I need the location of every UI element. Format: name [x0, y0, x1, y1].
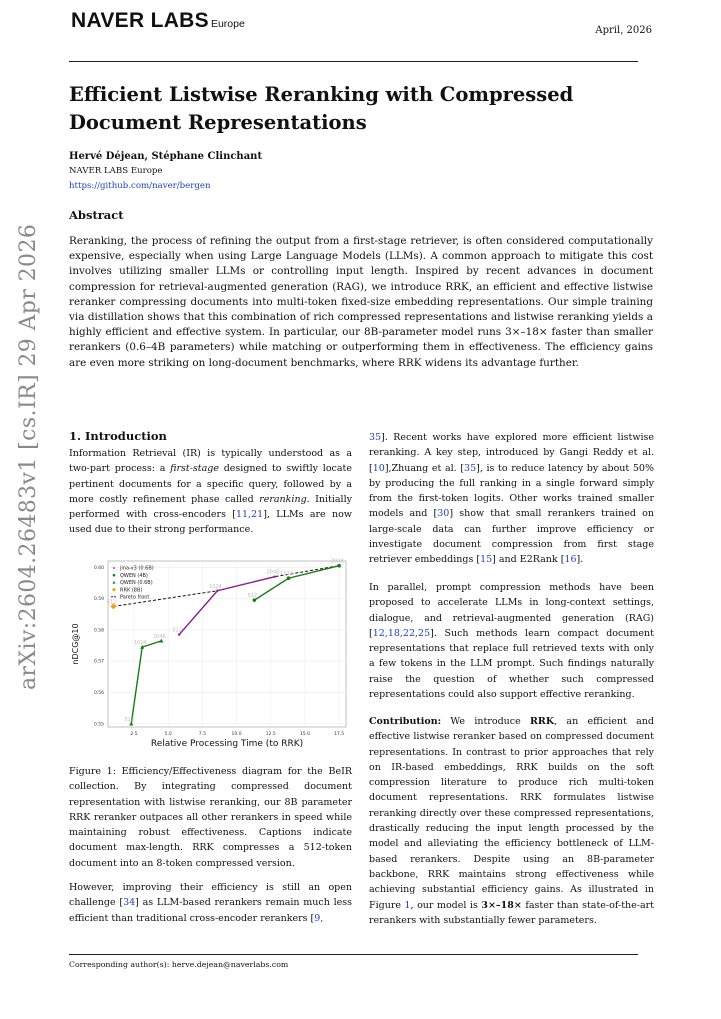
- intro-paragraph-2: However, improving their efficiency is still an open challenge [34] as LLM-based rerankers remain much less efficient than traditional cross-encoder rerankers [9,: [69, 882, 352, 924]
- footer-rule: [69, 954, 638, 955]
- point-label: 1024: [280, 571, 293, 578]
- citation-link[interactable]: 16: [564, 554, 577, 566]
- y-tick-label: 0.56: [93, 691, 104, 697]
- point-label: 512: [172, 627, 182, 634]
- arxiv-identifier[interactable]: arXiv:2604.26483v1 [cs.IR] 29 Apr 2026: [16, 223, 41, 690]
- citation-link[interactable]: 10: [372, 462, 385, 474]
- contribution-paragraph: Contribution: We introduce RRK, an efficient and effective listwise reranker based on compressed document representations. In contrast to prior approaches that rely on IR-based embeddings, RRK builds on the soft compression literature to produce rich multi-token document representations. RRK formulates listwise reranking directly over these compressed representations, drastically reducing the input length processed by the model and alleviating the efficiency bottleneck of LLM-based rerankers. Despite using an 8B-parameter backbone, RRK maintains strong effectiveness while achieving substantial efficiency gains. As illustrated in Figure 1, our model is 3×–18× faster than state-of-the-art rerankers with substantially fewer parameters.: [369, 716, 654, 926]
- citation-link[interactable]: 9,: [314, 912, 324, 924]
- section-heading-introduction: 1. Introduction: [69, 429, 167, 443]
- x-tick-label: 12.5: [265, 732, 276, 737]
- abstract-heading: Abstract: [69, 208, 124, 222]
- y-tick-label: 0.58: [93, 628, 104, 634]
- naver-labs-logo: NAVER LABS Europe: [71, 9, 245, 32]
- authors: Hervé Déjean, Stéphane Clinchant: [69, 151, 263, 162]
- citation-link[interactable]: 30: [437, 508, 450, 520]
- x-tick-label: 10.0: [231, 732, 242, 737]
- legend-label: RRK (8B): [120, 587, 143, 594]
- y-axis-label: nDCG@10: [71, 623, 80, 665]
- corresponding-author-footnote: Corresponding author(s): herve.dejean@naverlabs.com: [69, 960, 289, 969]
- data-point-marker: [178, 633, 180, 635]
- x-axis-label: Relative Processing Time (to RRK): [150, 739, 304, 749]
- legend-label: Pareto front: [120, 594, 150, 601]
- affiliation: NAVER LABS Europe: [69, 166, 163, 176]
- point-label: 2048: [330, 558, 344, 565]
- y-tick-label: 0.59: [93, 597, 104, 603]
- data-point-marker: [274, 575, 276, 577]
- legend-label: QWEN (0.6B): [120, 580, 153, 587]
- citation-link[interactable]: 15: [480, 554, 493, 566]
- legend-swatch: [113, 567, 115, 569]
- intro-paragraph-1: Information Retrieval (IR) is typically understood as a two-part process: a first-stage designed to swiftly locate pertinent documents for a specific query, followed by a more costly refinement phase called reranking. Initially performed with cross-encoders [11,21], LLMs are now used due to their strong performance.: [69, 448, 352, 536]
- point-label: 512: [124, 716, 135, 723]
- legend-swatch: [113, 574, 116, 577]
- point-label: 1024: [209, 583, 222, 590]
- citation-link[interactable]: 11,21: [236, 509, 264, 521]
- y-tick-label: 0.60: [93, 565, 104, 571]
- intro-paragraph-4: In parallel, prompt compression methods have been proposed to accelerate LLMs in long-context settings, dialogue, and retrieval-augmented generation (RAG) [12,18,22,25]. Such methods learn compact document representations that replace full retrieved texts with only a few tokens in the LLM prompt. Such findings naturally raise the question of whether such compressed representations could also support effective reranking.: [369, 582, 654, 701]
- figure-1-caption: Figure 1: Efficiency/Effectiveness diagram for the BeIR collection. By integrating compressed document representation with listwise reranking, our 8B parameter RRK reranker outpaces all other rerankers in speed while maintaining robust effectiveness. Captions indicate document max-length. RRK compresses a 512-token document into an 8-token compressed version.: [69, 766, 352, 869]
- point-label: 2048: [152, 633, 166, 640]
- point-label: 512: [247, 593, 258, 600]
- x-tick-label: 15.0: [299, 732, 310, 737]
- x-tick-label: 2.5: [130, 732, 138, 737]
- y-tick-label: 0.55: [93, 722, 104, 728]
- publication-date: April, 2026: [595, 25, 652, 36]
- github-link[interactable]: https://github.com/naver/bergen: [69, 181, 211, 191]
- paper-title: Efficient Listwise Reranking with Compressed Document Representations: [69, 83, 574, 134]
- x-tick-label: 17.5: [334, 732, 345, 737]
- citation-link[interactable]: 34: [123, 897, 136, 909]
- point-label: 2048: [266, 569, 280, 576]
- x-tick-label: 7.5: [198, 732, 206, 737]
- point-label: 512: [106, 599, 117, 606]
- x-tick-label: 5.0: [164, 732, 172, 737]
- citation-link[interactable]: 35: [464, 462, 477, 474]
- header-rule: [69, 61, 638, 62]
- y-tick-label: 0.57: [93, 659, 104, 665]
- figure-1-chart: [70, 557, 352, 753]
- legend-label: jina-v3 (0.6B): [120, 565, 154, 572]
- citation-link[interactable]: 35: [369, 432, 382, 443]
- data-point-marker: [216, 590, 218, 592]
- intro-paragraph-3: 35]. Recent works have explored more efficient listwise reranking. A key step, introduced by Gangi Reddy et al. [10],Zhuang et al. [35], is to reduce latency by about 50% by producing the full ranking in a single forward simply from the first-token logits. Other works trained smaller models and [30] show that small rerankers trained on large-scale data can further improve efficiency or investigate document compression from first stage retriever embeddings [15] and E2Rank [16].: [369, 432, 654, 566]
- legend-label: QWEN (4B): [120, 572, 148, 579]
- figure-reference-link[interactable]: 1: [404, 899, 411, 911]
- point-label: 1024: [133, 640, 147, 647]
- abstract-text: Reranking, the process of refining the output from a first-stage retriever, is often considered computationally expensive, especially when using Large Language Models (LLMs). A common approach to mitigate this cost involves utilizing smaller LLMs or controlling input length. Inspired by recent advances in document compression for retrieval-augmented generation (RAG), we introduce RRK, an efficient and effective listwise reranker compressing documents into multi-token fixed-size embedding representations. Our simple training via distillation shows that this combination of rich compressed representations and listwise reranking yields a highly efficient and effective system. In particular, our 8B-parameter model runs 3×–18× faster than smaller rerankers (0.6–4B parameters) while matching or outperforming them in effectiveness. The efficiency gains are even more striking on long-document benchmarks, where RRK widens its advantage further.: [69, 235, 653, 369]
- citation-link[interactable]: 12,18,22,25: [372, 627, 431, 639]
